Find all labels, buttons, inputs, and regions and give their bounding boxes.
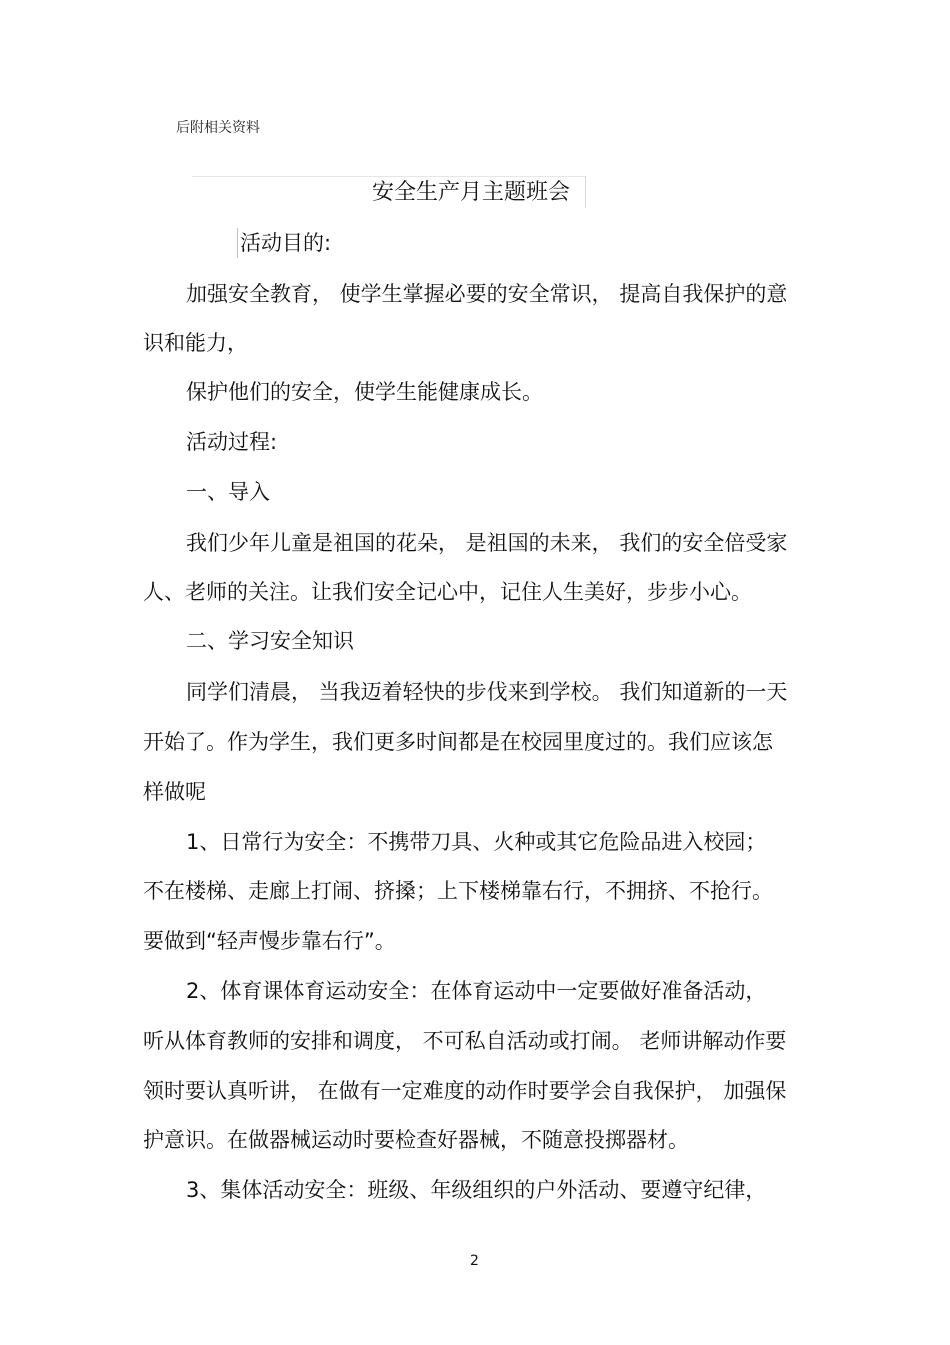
paragraph-line: 护意识。在做器械运动时要检查好器械，不随意投掷器材。 bbox=[143, 1128, 689, 1152]
paragraph-line: 3、集体活动安全：班级、年级组织的户外活动、要遵守纪律， bbox=[186, 1178, 767, 1202]
paragraph-line: 我们少年儿童是祖国的花朵， 是祖国的未来， 我们的安全倍受家 bbox=[186, 531, 788, 555]
paragraph-line: 保护他们的安全，使学生能健康成长。 bbox=[186, 380, 543, 404]
page-title: 安全生产月主题班会 bbox=[372, 180, 571, 205]
paragraph-line: 开始了。作为学生，我们更多时间都是在校园里度过的。我们应该怎 bbox=[143, 730, 773, 754]
paragraph-line: 加强安全教育， 使学生掌握必要的安全常识， 提高自我保护的意 bbox=[186, 282, 788, 306]
paragraph-line: 活动目的: bbox=[240, 231, 332, 255]
title-rule bbox=[192, 176, 585, 177]
paragraph-line: 听从体育教师的安排和调度， 不可私自活动或打闹。 老师讲解动作要 bbox=[143, 1029, 787, 1053]
section-marker bbox=[237, 228, 238, 258]
paragraph-line: 二、学习安全知识 bbox=[186, 629, 354, 653]
paragraph-line: 一、导入 bbox=[186, 480, 270, 504]
paragraph-line: 不在楼梯、走廊上打闹、挤搡；上下楼梯靠右行，不拥挤、不抢行。 bbox=[143, 879, 773, 903]
page-number: 2 bbox=[470, 1253, 479, 1269]
title-rule-right bbox=[585, 176, 586, 208]
paragraph-line: 同学们清晨， 当我迈着轻快的步伐来到学校。 我们知道新的一天 bbox=[186, 680, 788, 704]
paragraph-line: 领时要认真听讲， 在做有一定难度的动作时要学会自我保护， 加强保 bbox=[143, 1079, 787, 1103]
paragraph-line: 要做到“轻声慢步靠右行”。 bbox=[143, 929, 396, 953]
paragraph-line: 识和能力， bbox=[143, 331, 248, 355]
paragraph-line: 1、日常行为安全：不携带刀具、火种或其它危险品进入校园； bbox=[186, 830, 767, 854]
header-note: 后附相关资料 bbox=[176, 120, 260, 136]
paragraph-line: 人、老师的关注。让我们安全记心中，记住人生美好，步步小心。 bbox=[143, 580, 752, 604]
paragraph-line: 2、体育课体育运动安全：在体育运动中一定要做好准备活动， bbox=[186, 979, 767, 1003]
paragraph-line: 活动过程: bbox=[186, 430, 278, 454]
paragraph-line: 样做呢 bbox=[143, 780, 206, 804]
